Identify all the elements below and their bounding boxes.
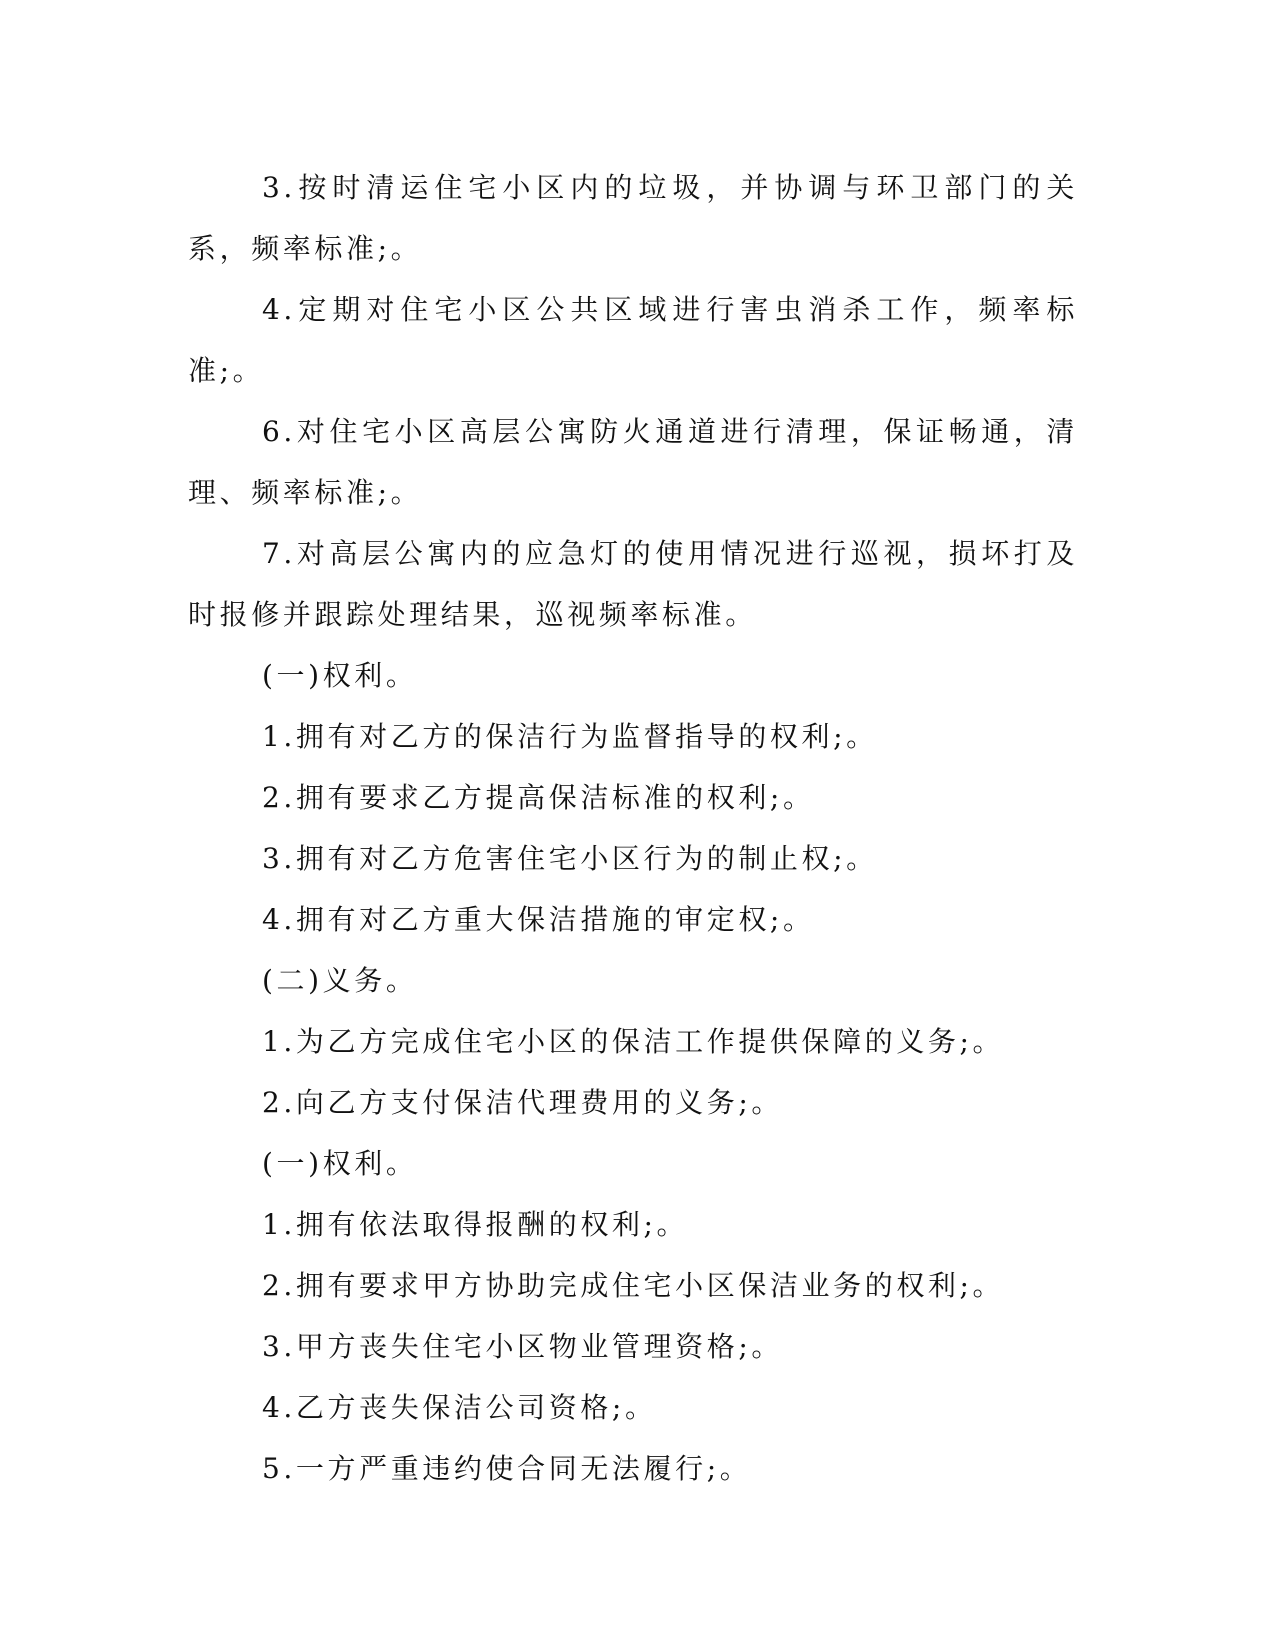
paragraph-rights-a-2: 2.拥有要求乙方提高保洁标准的权利;。 — [262, 781, 815, 814]
paragraph-termination-3: 3.甲方丧失住宅小区物业管理资格;。 — [262, 1330, 783, 1363]
paragraph-rights-a-1: 1.拥有对乙方的保洁行为监督指导的权利;。 — [262, 720, 878, 753]
paragraph-rights-a-3: 3.拥有对乙方危害住宅小区行为的制止权;。 — [262, 842, 878, 875]
paragraph-obligations-1: 1.为乙方完成住宅小区的保洁工作提供保障的义务;。 — [262, 1025, 1005, 1058]
section-heading-rights-a: (一)权利。 — [262, 659, 418, 692]
paragraph-termination-4: 4.乙方丧失保洁公司资格;。 — [262, 1391, 657, 1424]
paragraph-obligations-2: 2.向乙方支付保洁代理费用的义务;。 — [262, 1086, 783, 1119]
section-heading-rights-b: (一)权利。 — [262, 1147, 418, 1180]
paragraph-cleanup-garbage: 3.按时清运住宅小区内的垃圾，并协调与环卫部门的关系，频率标准;。 — [188, 171, 1078, 265]
paragraph-fire-passage: 6.对住宅小区高层公寓防火通道进行清理，保证畅通，清理、频率标准;。 — [188, 415, 1078, 509]
paragraph-pest-control: 4.定期对住宅小区公共区域进行害虫消杀工作，频率标准;。 — [188, 293, 1078, 387]
paragraph-termination-5: 5.一方严重违约使合同无法履行;。 — [262, 1452, 752, 1485]
paragraph-rights-a-4: 4.拥有对乙方重大保洁措施的审定权;。 — [262, 903, 815, 936]
section-heading-obligations: (二)义务。 — [262, 964, 418, 997]
paragraph-emergency-lights: 7.对高层公寓内的应急灯的使用情况进行巡视，损坏打及时报修并跟踪处理结果，巡视频率标准。 — [188, 537, 1078, 631]
paragraph-rights-b-2: 2.拥有要求甲方协助完成住宅小区保洁业务的权利;。 — [262, 1269, 1005, 1302]
document-body — [188, 157, 1078, 1499]
paragraph-rights-b-1: 1.拥有依法取得报酬的权利;。 — [262, 1208, 689, 1241]
